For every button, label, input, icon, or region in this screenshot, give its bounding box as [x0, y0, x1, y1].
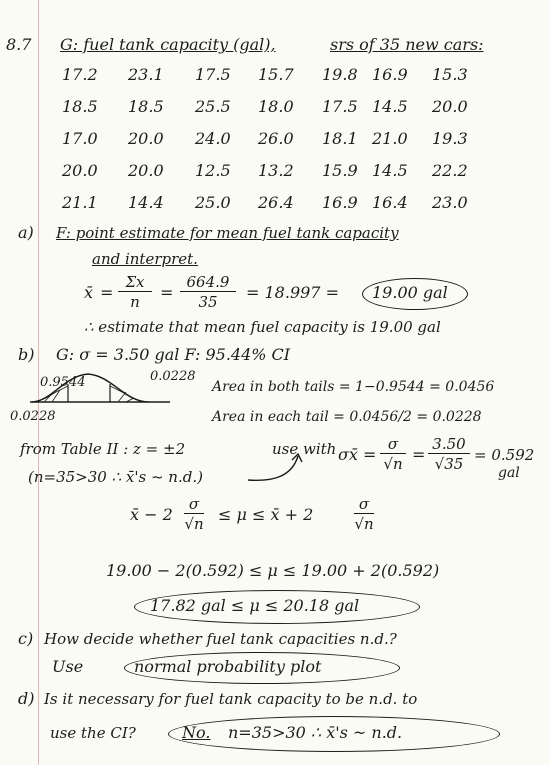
given-statement: G: fuel tank capacity (gal), [60, 35, 276, 54]
data-cell: 16.4 [372, 193, 408, 212]
data-cell: 18.5 [62, 97, 98, 116]
data-cell: 15.3 [432, 65, 468, 84]
data-cell: 18.0 [258, 97, 294, 116]
data-cell: 15.9 [322, 161, 358, 180]
mean-conclusion: ∴ estimate that mean fuel capacity is 19.00 gal [84, 318, 441, 336]
part-c-answer: normal probability plot [134, 657, 322, 676]
data-cell: 22.2 [432, 161, 468, 180]
data-cell: 14.5 [372, 97, 408, 116]
data-cell: 19.3 [432, 129, 468, 148]
data-cell: 20.0 [128, 129, 164, 148]
area-both-tails: Area in both tails = 1−0.9544 = 0.0456 [212, 379, 495, 395]
part-d-question-2: use the CI? [50, 724, 136, 742]
right-tail-label: 0.0228 [150, 369, 196, 384]
part-c-label: c) [18, 629, 34, 648]
mean-result: = 18.997 = [246, 283, 339, 302]
data-cell: 23.1 [128, 65, 164, 84]
sigma-symbol: σ [387, 435, 399, 453]
ci-result: 17.82 gal ≤ μ ≤ 20.18 gal [150, 596, 360, 615]
ci-sqrtn: √n [354, 515, 374, 533]
sum-x: Σx [125, 273, 145, 291]
data-cell: 19.8 [322, 65, 358, 84]
data-cell: 25.0 [195, 193, 231, 212]
part-a-find: F: point estimate for mean fuel tank capacity [56, 224, 399, 242]
equals-sign: = [160, 283, 174, 302]
part-b-label: b) [18, 345, 35, 364]
part-c-question: How decide whether fuel tank capacities n.d.? [44, 630, 397, 648]
data-cell: 14.4 [128, 193, 164, 212]
data-cell: 23.0 [432, 193, 468, 212]
data-cell: 14.5 [372, 161, 408, 180]
data-cell: 15.7 [258, 65, 294, 84]
part-a-find-2: and interpret. [92, 250, 198, 268]
part-d-label: d) [18, 689, 35, 708]
sigma-value: 3.50 [432, 435, 466, 453]
equals-sign: = [412, 445, 426, 464]
data-cell: 24.0 [195, 129, 231, 148]
n-symbol: n [130, 293, 140, 311]
data-cell: 16.9 [322, 193, 358, 212]
center-area-label: 0.9544 [40, 375, 86, 390]
data-cell: 21.0 [372, 129, 408, 148]
area-each-tail: Area in each tail = 0.0456/2 = 0.0228 [212, 409, 482, 425]
mean-answer: 19.00 gal [372, 283, 448, 302]
data-cell: 17.5 [195, 65, 231, 84]
part-a-label: a) [18, 223, 34, 242]
use-with: use with [272, 440, 337, 458]
problem-number: 8.7 [6, 35, 32, 54]
data-cell: 13.2 [258, 161, 294, 180]
data-cell: 18.1 [322, 129, 358, 148]
part-d-reason: n=35>30 ∴ x̄'s ~ n.d. [228, 723, 403, 742]
data-cell: 20.0 [62, 161, 98, 180]
part-d-question: Is it necessary for fuel tank capacity to be n.d. to [44, 690, 418, 708]
data-cell: 25.5 [195, 97, 231, 116]
standard-error: = 0.592 [474, 446, 535, 464]
data-cell: 18.5 [128, 97, 164, 116]
equals-sign: = [100, 283, 114, 302]
data-cell: 26.0 [258, 129, 294, 148]
ci-numeric: 19.00 − 2(0.592) ≤ μ ≤ 19.00 + 2(0.592) [106, 561, 440, 580]
ci-sigma: σ [188, 495, 200, 513]
data-cell: 20.0 [128, 161, 164, 180]
table-lookup: from Table II : z = ±2 [20, 440, 186, 458]
data-cell: 16.9 [372, 65, 408, 84]
data-cell: 21.1 [62, 193, 98, 212]
data-cell: 12.5 [195, 161, 231, 180]
data-cell: 17.0 [62, 129, 98, 148]
part-c-use: Use [52, 657, 84, 676]
data-cell: 17.2 [62, 65, 98, 84]
ci-sqrtn: √n [184, 515, 204, 533]
ci-left: x̄ − 2 [130, 505, 173, 524]
denominator-n: 35 [198, 293, 218, 311]
sample-statement: srs of 35 new cars: [330, 35, 484, 54]
numerator-sum: 664.9 [186, 273, 230, 291]
sqrt-35: √35 [434, 455, 464, 473]
left-tail-label: 0.0228 [10, 409, 56, 424]
xbar-symbol: x̄ [84, 283, 94, 302]
ci-sigma: σ [358, 495, 370, 513]
nd-justification: (n=35>30 ∴ x̄'s ~ n.d.) [28, 468, 203, 486]
data-cell: 26.4 [258, 193, 294, 212]
sqrt-n: √n [383, 455, 403, 473]
se-unit: gal [498, 465, 520, 481]
ci-middle: ≤ μ ≤ x̄ + 2 [218, 505, 314, 524]
part-b-given: G: σ = 3.50 gal F: 95.44% CI [56, 345, 291, 364]
arrow-link [244, 452, 304, 482]
sigma-xbar: σx̄ = [338, 445, 377, 464]
data-cell: 20.0 [432, 97, 468, 116]
part-d-answer: No. [182, 723, 211, 742]
data-cell: 17.5 [322, 97, 358, 116]
